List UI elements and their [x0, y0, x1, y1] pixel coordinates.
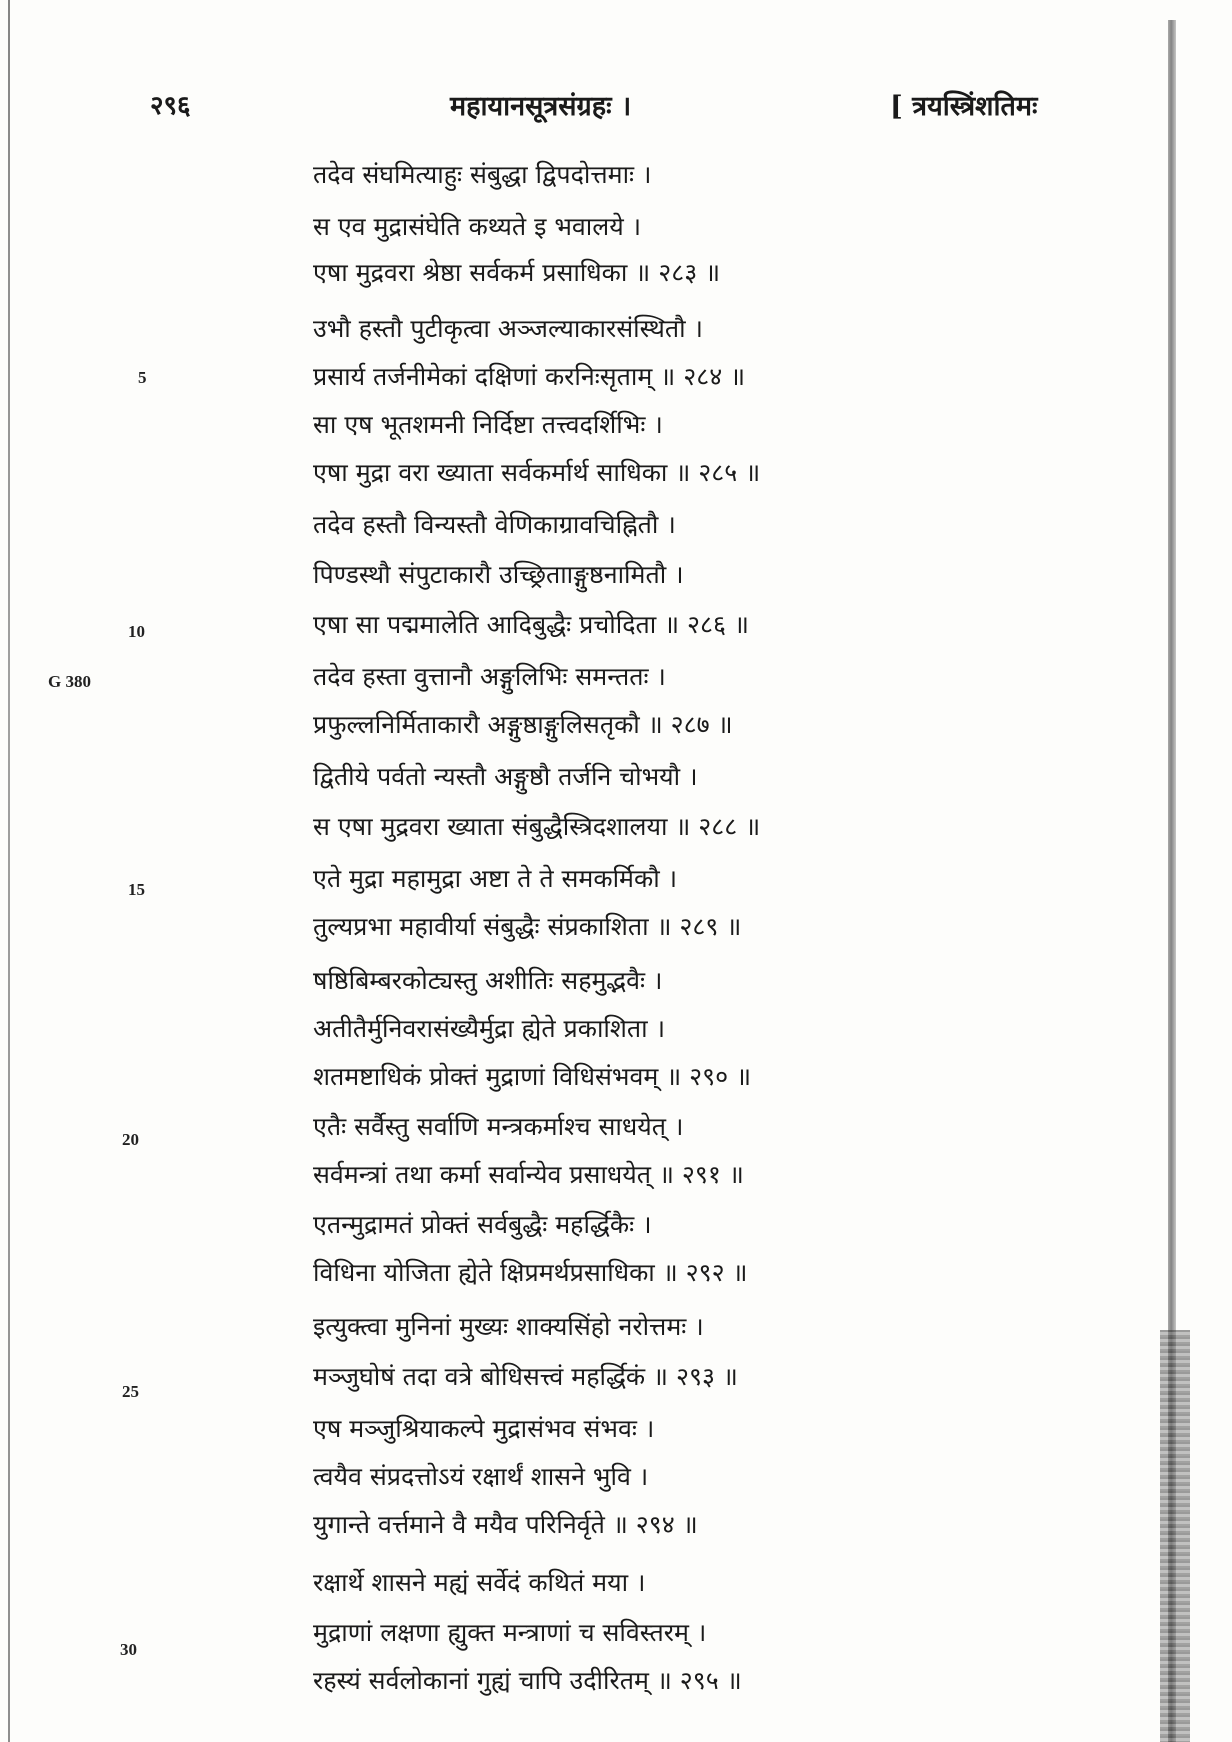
verse-line: द्वितीये पर्वतो न्यस्तौ अङ्गुष्ठौ तर्जनि चोभयौ । — [313, 762, 698, 791]
verse-line: षष्ठिबिम्बरकोट्यस्तु अशीतिः सहमुद्भवैः । — [313, 966, 663, 995]
running-title: महायानसूत्रसंग्रहः । — [450, 91, 632, 122]
verse-line: सा एष भूतशमनी निर्दिष्टा तत्त्वदर्शिभिः । — [313, 410, 663, 439]
line-number-5: 5 — [138, 368, 147, 387]
line-number-25: 25 — [122, 1382, 139, 1401]
verse-line: मञ्जुघोषं तदा वत्रे बोधिसत्त्वं महर्द्धिकं ॥ २९३ ॥ — [313, 1362, 738, 1391]
verse-line: एतैः सर्वैस्तु सर्वाणि मन्त्रकर्माश्च साधयेत् । — [313, 1112, 684, 1141]
verse-line: अतीतैर्मुनिवरासंख्यैर्मुद्रा ह्येते प्रकाशिता । — [313, 1014, 666, 1043]
verse-line: तुल्यप्रभा महावीर्या संबुद्धैः संप्रकाशिता ॥ २८९ ॥ — [313, 912, 742, 941]
verse-line: प्रसार्य तर्जनीमेकां दक्षिणां करनिःसृताम् ॥ २८४ ॥ — [313, 362, 746, 391]
verse-line: एष मञ्जुश्रियाकल्पे मुद्रासंभव संभवः । — [313, 1414, 655, 1443]
scan-left-edge — [8, 0, 10, 1742]
verse-line: विधिना योजिता ह्येते क्षिप्रमर्थप्रसाधिका ॥ २९२ ॥ — [313, 1258, 748, 1287]
verse-line: स एव मुद्रासंघेति कथ्यते इ भवालये । — [313, 212, 642, 241]
verse-line: एषा मुद्रवरा श्रेष्ठा सर्वकर्म प्रसाधिका ॥ २८३ ॥ — [313, 258, 721, 287]
verse-line: तदेव हस्तौ विन्यस्तौ वेणिकाग्रावचिह्नितौ । — [313, 510, 676, 539]
page-header — [0, 86, 1232, 126]
verse-line: प्रफुल्लनिर्मिताकारौ अङ्गुष्ठाङ्गुलिसतृकौ ॥ २८७ ॥ — [313, 710, 733, 739]
verse-line: एषा सा पद्ममालेति आदिबुद्धैः प्रचोदिता ॥ २८६ ॥ — [313, 610, 749, 639]
verse-line: रहस्यं सर्वलोकानां गुह्यं चापि उदीरितम् ॥ २९५ ॥ — [313, 1666, 742, 1695]
binding-shadow — [1160, 1330, 1190, 1742]
verse-line: सर्वमन्त्रां तथा कर्मा सर्वान्येव प्रसाधयेत् ॥ २९१ ॥ — [313, 1160, 744, 1189]
verse-line: इत्युक्त्वा मुनिनां मुख्यः शाक्यसिंहो नरोत्तमः । — [313, 1312, 704, 1341]
line-number-20: 20 — [122, 1130, 139, 1149]
verse-line: एषा मुद्रा वरा ख्याता सर्वकर्मार्थ साधिका ॥ २८५ ॥ — [313, 458, 761, 487]
line-number-10: 10 — [128, 622, 145, 641]
section-title: [ त्रयस्त्रिंशतिमः — [890, 91, 1038, 122]
gilgit-folio-reference: G 380 — [48, 672, 91, 691]
verse-line: त्वयैव संप्रदत्तोऽयं रक्षार्थं शासने भुवि । — [313, 1462, 649, 1491]
verse-line: युगान्ते वर्त्तमाने वै मयैव परिनिर्वृते ॥ २९४ ॥ — [313, 1510, 698, 1539]
verse-line: पिण्डस्थौ संपुटाकारौ उच्छ्रितााङ्गुष्ठनामितौ । — [313, 560, 684, 589]
verse-line: एते मुद्रा महामुद्रा अष्टा ते ते समकर्मिकौ । — [313, 864, 678, 893]
page-number: २९६ — [150, 91, 191, 121]
verse-line: तदेव संघमित्याहुः संबुद्धा द्विपदोत्तमाः । — [313, 160, 652, 189]
verse-line: एतन्मुद्रामतं प्रोक्तं सर्वबुद्धैः महर्द्धिकैः । — [313, 1210, 652, 1239]
line-number-15: 15 — [128, 880, 145, 899]
verse-line: उभौ हस्तौ पुटीकृत्वा अञ्जल्याकारसंस्थितौ । — [313, 314, 703, 343]
verse-line: मुद्राणां लक्षणा ह्युक्त मन्त्राणां च सविस्तरम् । — [313, 1618, 707, 1647]
verse-line: शतमष्टाधिकं प्रोक्तं मुद्राणां विधिसंभवम् ॥ २९० ॥ — [313, 1062, 752, 1091]
verse-line: तदेव हस्ता वुत्तानौ अङ्गुलिभिः समन्ततः । — [313, 662, 666, 691]
line-number-30: 30 — [120, 1640, 137, 1659]
verse-line: स एषा मुद्रवरा ख्याता संबुद्धैस्त्रिदशालया ॥ २८८ ॥ — [313, 812, 761, 841]
verse-line: रक्षार्थे शासने मह्यं सर्वेदं कथितं मया । — [313, 1568, 646, 1597]
